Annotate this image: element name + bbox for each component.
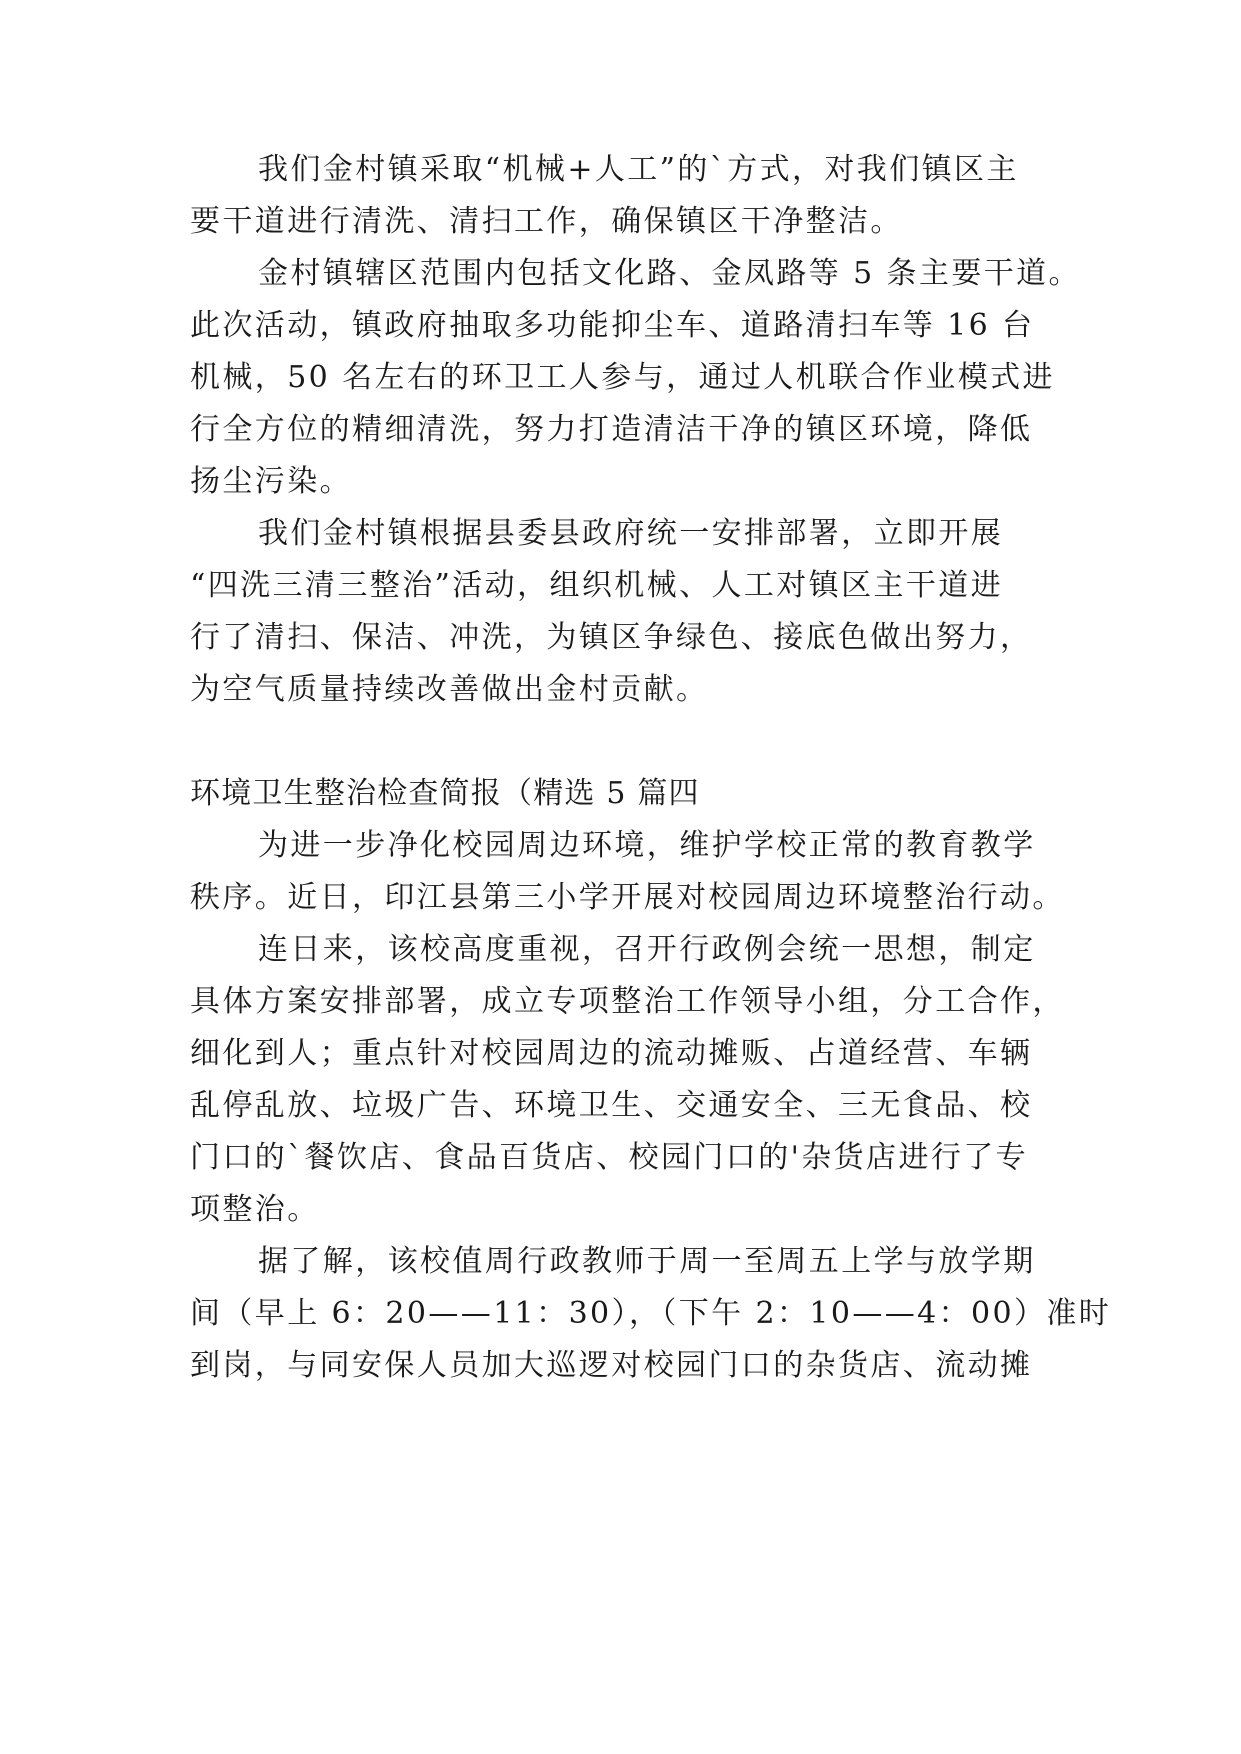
paragraph-line: 行了清扫、保洁、冲洗，为镇区争绿色、接底色做出努力， [190,620,1033,655]
paragraph-line: 机械，50 名左右的环卫工人参与，通过人机联合作业模式进 [190,360,1055,395]
paragraph-line: 金村镇辖区范围内包括文化路、金凤路等 5 条主要干道。 [258,256,1081,291]
paragraph-line: 乱停乱放、垃圾广告、环境卫生、交通安全、三无食品、校 [190,1088,1033,1123]
paragraph-line: 我们金村镇根据县委县政府统一安排部署，立即开展 [258,516,1004,551]
paragraph-line: 项整治。 [190,1192,320,1227]
paragraph-line: 行全方位的精细清洗，努力打造清洁干净的镇区环境，降低 [190,412,1033,447]
paragraph-line: 门口的`餐饮店、食品百货店、校园门口的'杂货店进行了专 [190,1140,1029,1175]
paragraph-line: 连日来，该校高度重视，召开行政例会统一思想，制定 [258,932,1036,967]
paragraph-line: 据了解，该校值周行政教师于周一至周五上学与放学期 [258,1244,1036,1279]
paragraph-line: 此次活动，镇政府抽取多功能抑尘车、道路清扫车等 16 台 [190,308,1035,343]
paragraph-line: 到岗，与同安保人员加大巡逻对校园门口的杂货店、流动摊 [190,1348,1033,1383]
paragraph-line: 我们金村镇采取“机械+人工”的`方式，对我们镇区主 [258,152,1019,187]
paragraph-line: 要干道进行清洗、清扫工作，确保镇区干净整洁。 [190,204,903,239]
paragraph-line: 扬尘污染。 [190,464,352,499]
paragraph-line: “四洗三清三整治”活动，组织机械、人工对镇区主干道进 [190,568,1004,603]
paragraph-line: 为空气质量持续改善做出金村贡献。 [190,672,709,707]
paragraph-line: 间（早上 6：20——11：30），（下午 2：10——4：00）准时 [190,1296,1112,1331]
section-heading: 环境卫生整治检查简报（精选 5 篇四 [190,776,700,811]
paragraph-line: 具体方案安排部署，成立专项整治工作领导小组，分工合作， [190,984,1065,1019]
paragraph-line: 秩序。近日，印江县第三小学开展对校园周边环境整治行动。 [190,880,1065,915]
paragraph-line: 为进一步净化校园周边环境，维护学校正常的教育教学 [258,828,1036,863]
paragraph-line: 细化到人；重点针对校园周边的流动摊贩、占道经营、车辆 [190,1036,1033,1071]
